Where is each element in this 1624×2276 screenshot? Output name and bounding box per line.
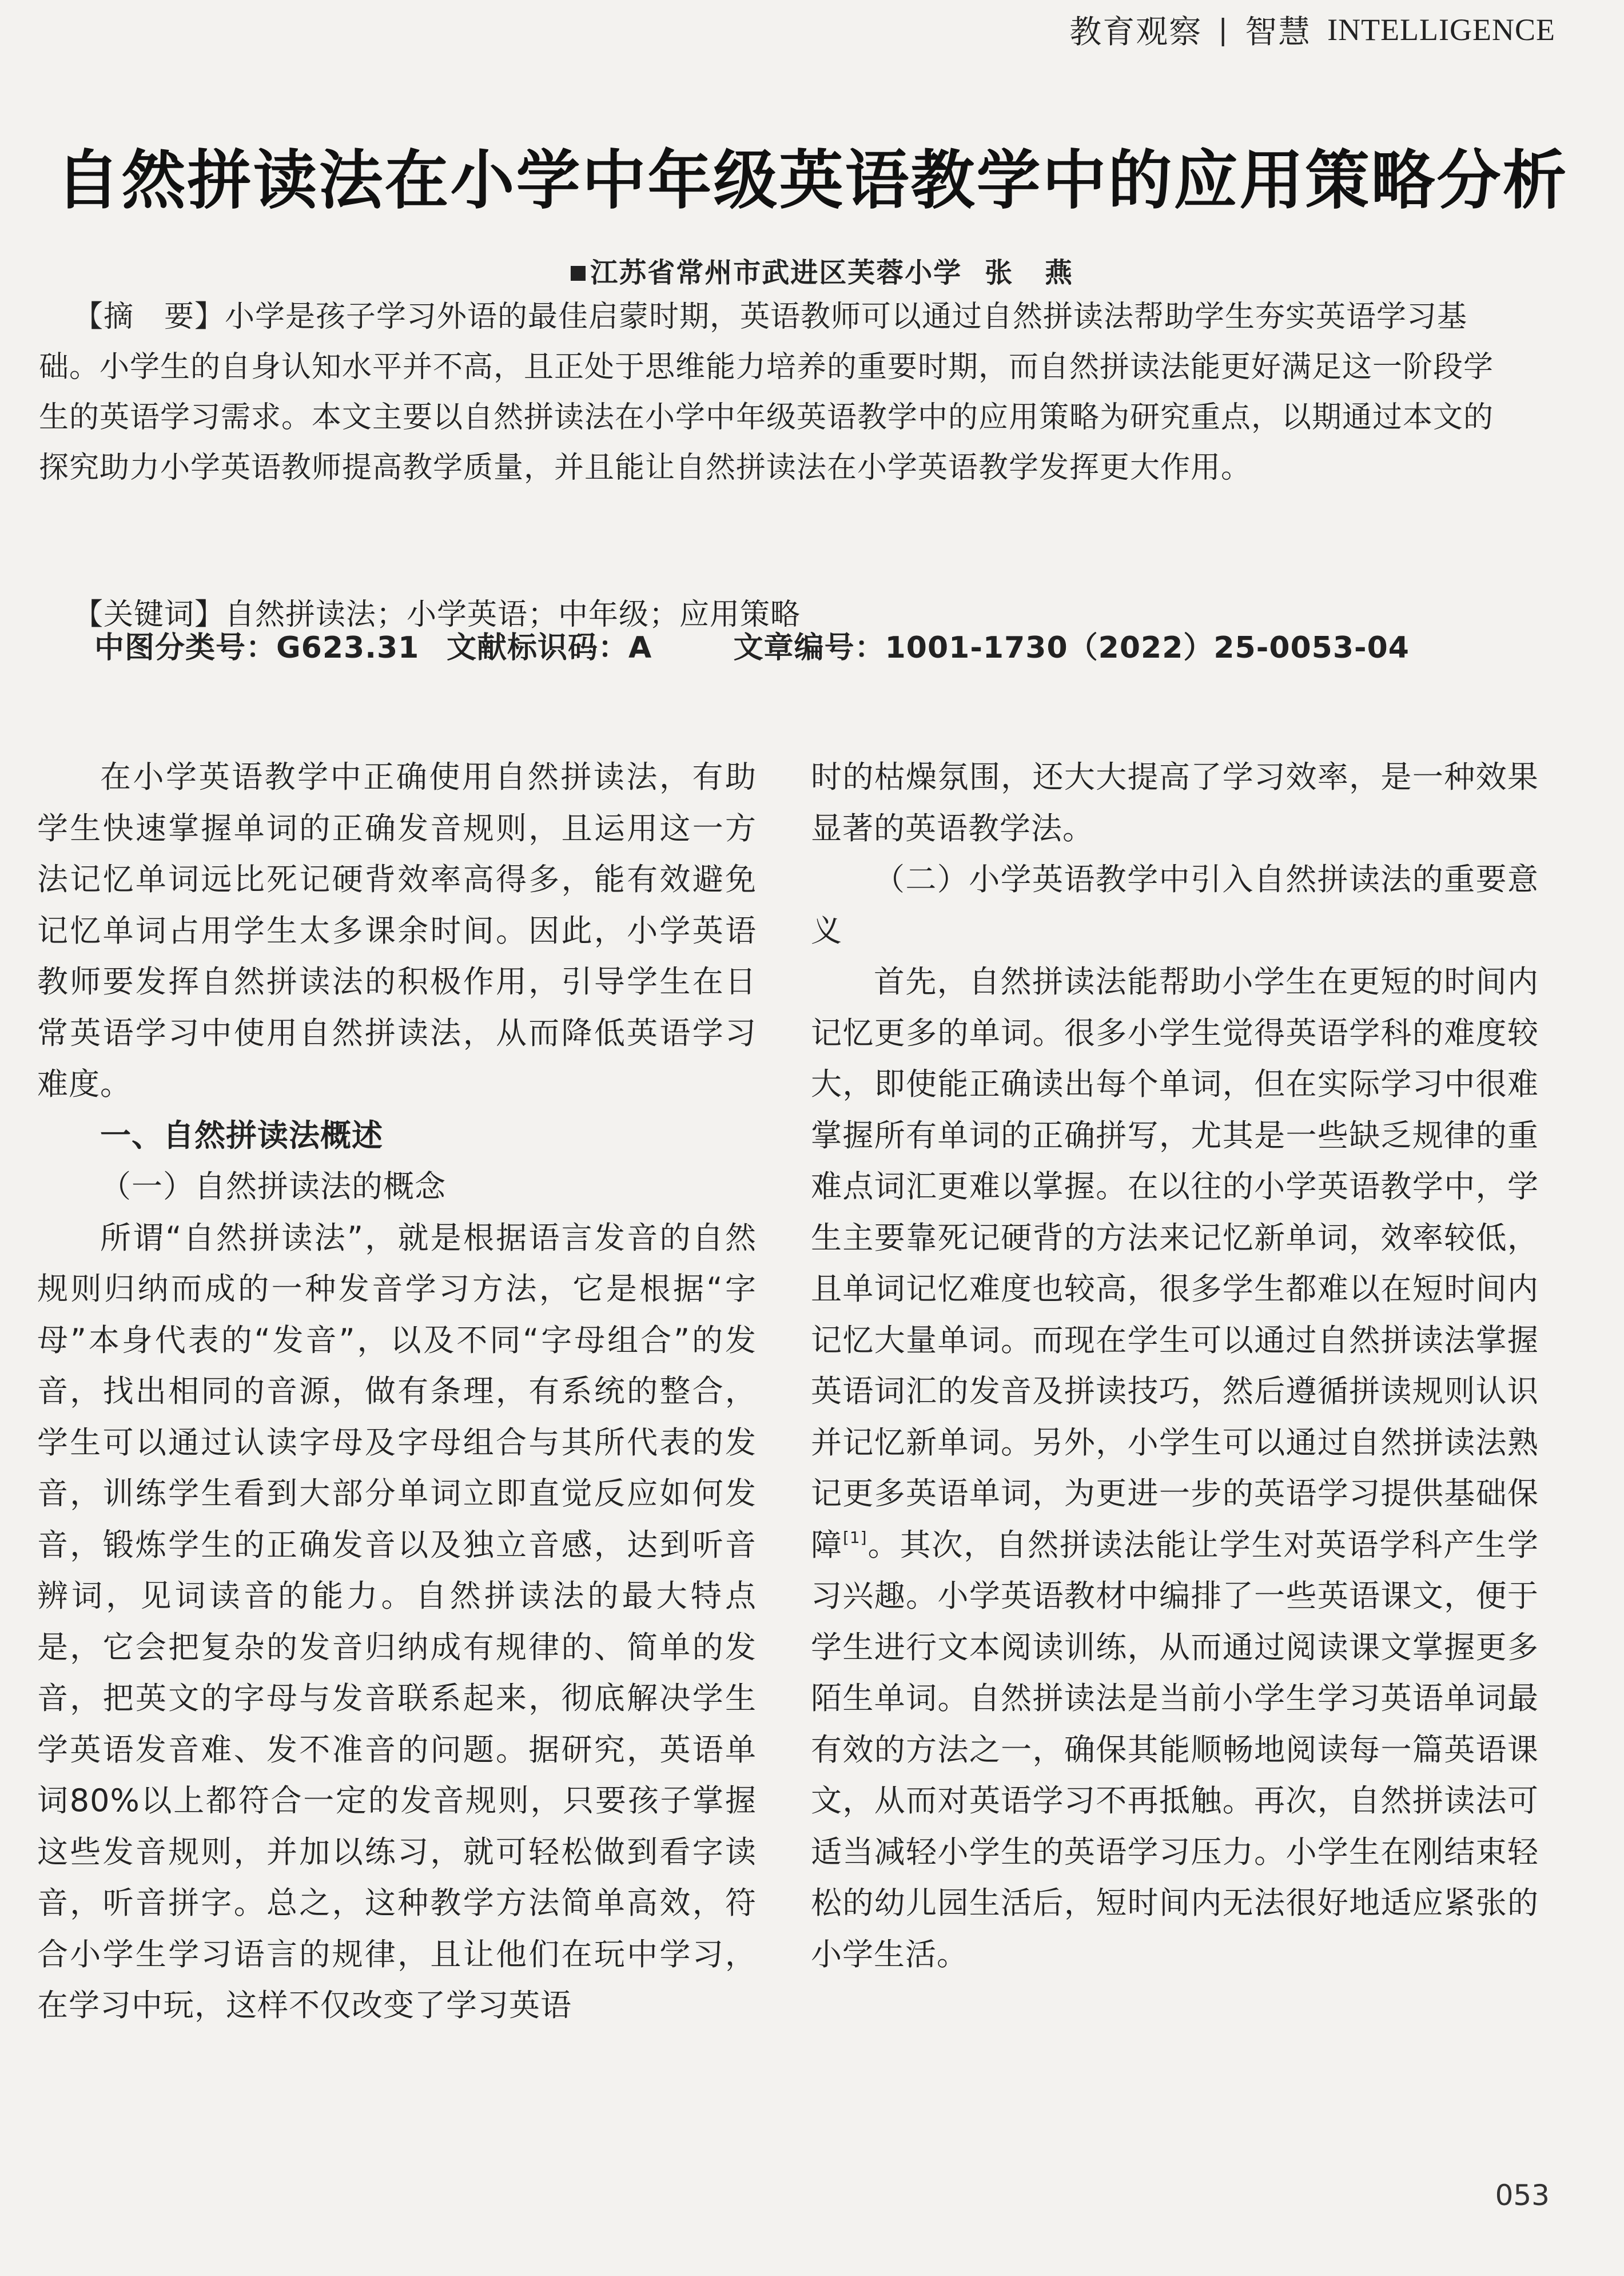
keywords-text: 自然拼读法；小学英语；中年级；应用策略 [225, 598, 801, 632]
document-code: 文献标识码：A [447, 631, 652, 665]
author-affiliation: 江苏省常州市武进区芙蓉小学 [590, 257, 962, 289]
body-text: 首先，自然拼读法能帮助小学生在更短的时间内记忆更多的单词。很多小学生觉得英语学科的难度较大，即使能正确读出每个单词，但在实际学习中很难掌握所有单词的正确拼写，尤其是一些缺乏规律的重难点词汇更难以掌握。在以往的小学英语教学中，学生主要靠死记硬背的方法来记忆新单词，效率较低，且单词记忆难度也较高，很多学生都难以在短时间内记忆大量单词。而现在学生可以通过自然拼读法掌握英语词汇的发音及拼读技巧，然后遵循拼读规则认识并记忆新单词。另外，小学生可以通过自然拼读法熟记更多英语单词，为更进一步的英语学习提供基础保障 [811, 964, 1539, 1563]
keywords-label: 【关键词】 [73, 598, 225, 632]
body-paragraph [811, 956, 1539, 1980]
body-paragraph: 在小学英语教学中正确使用自然拼读法，有助学生快速掌握单词的正确发音规则，且运用这一方法记忆单词远比死记硬背效率高得多，能有效避免记忆单词占用学生太多课余时间。因此，小学英语教师要发挥自然拼读法的积极作用，引导学生在日常英语学习中使用自然拼读法，从而降低英语学习难度。 [37, 759, 757, 1102]
article-meta [94, 623, 1410, 666]
author-name: 张 燕 [985, 257, 1084, 289]
subsection-heading: （二）小学英语教学中引入自然拼读法的重要意义 [811, 861, 1539, 949]
abstract-paragraph [39, 292, 1520, 493]
page-number: 053 [1495, 2179, 1550, 2212]
section-heading: 一、自然拼读法概述 [100, 1117, 383, 1153]
author-line [571, 250, 1084, 290]
abstract-text: 小学是孩子学习外语的最佳启蒙时期，英语教师可以通过自然拼读法帮助学生夯实英语学习基础。小学生的自身认知水平并不高，且正处于思维能力培养的重要时期，而自然拼读法能更好满足这一阶段学生的英语学习需求。本文主要以自然拼读法在小学中年级英语教学中的应用策略为研究重点，以期通过本文的探究助力小学英语教师提高教学质量，并且能让自然拼读法在小学英语教学发挥更大作用。 [39, 300, 1494, 485]
body-paragraph: 所谓“自然拼读法”，就是根据语言发音的自然规则归纳而成的一种发音学习方法，它是根据“字母”本身代表的“发音”，以及不同“字母组合”的发音，找出相同的音源，做有条理，有系统的整合，学生可以通过认读字母及字母组合与其所代表的发音，训练学生看到大部分单词立即直觉反应如何发音，锻炼学生的正确发音以及独立音感，达到听音辨词，见词读音的能力。自然拼读法的最大特点是，它会把复杂的发音归纳成有规律的、简单的发音，把英文的字母与发音联系起来，彻底解决学生学英语发音难、发不准音的问题。据研究，英语单词80%以上都符合一定的发音规则，只要孩子掌握这些发音规则，并加以练习，就可轻松做到看字读音，听音拼字。总之，这种教学方法简单高效，符合小学生学习语言的规律，且让他们在玩中学习，在学习中玩，这样不仅改变了学习英语 [37, 1219, 757, 2023]
body-text: 。其次，自然拼读法能让学生对英语学科产生学习兴趣。小学英语教材中编排了一些英语课文，便于学生进行文本阅读训练，从而通过阅读课文掌握更多陌生单词。自然拼读法是当前小学生学习英语单词最有效的方法之一，确保其能顺畅地阅读每一篇英语课文，从而对英语学习不再抵触。再次，自然拼读法可适当减轻小学生的英语学习压力。小学生在刚结束轻松的幼儿园生活后，短时间内无法很好地适应紧张的小学生活。 [811, 1526, 1539, 1972]
body-paragraph: 时的枯燥氛围，还大大提高了学习效率，是一种效果显著的英语教学法。 [811, 759, 1539, 846]
body-column-left [37, 751, 757, 2031]
article-title: 自然拼读法在小学中年级英语教学中的应用策略分析 [55, 144, 1569, 218]
header-column: 智慧 [1245, 14, 1312, 51]
citation-marker: [1] [842, 1527, 867, 1547]
square-bullet-icon [571, 266, 586, 281]
body-column-right [811, 751, 1539, 1980]
header-separator: | [1218, 13, 1229, 46]
header-section: 教育观察 [1069, 14, 1203, 51]
abstract [39, 292, 1520, 493]
running-header [1069, 7, 1555, 53]
subsection-heading: （一）自然拼读法的概念 [100, 1168, 446, 1204]
article-number: 文章编号：1001-1730（2022）25-0053-04 [733, 631, 1410, 665]
abstract-label: 【摘 要】 [73, 300, 225, 334]
clc-number: 中图分类号：G623.31 [94, 631, 420, 665]
header-column-en: INTELLIGENCE [1327, 13, 1555, 47]
